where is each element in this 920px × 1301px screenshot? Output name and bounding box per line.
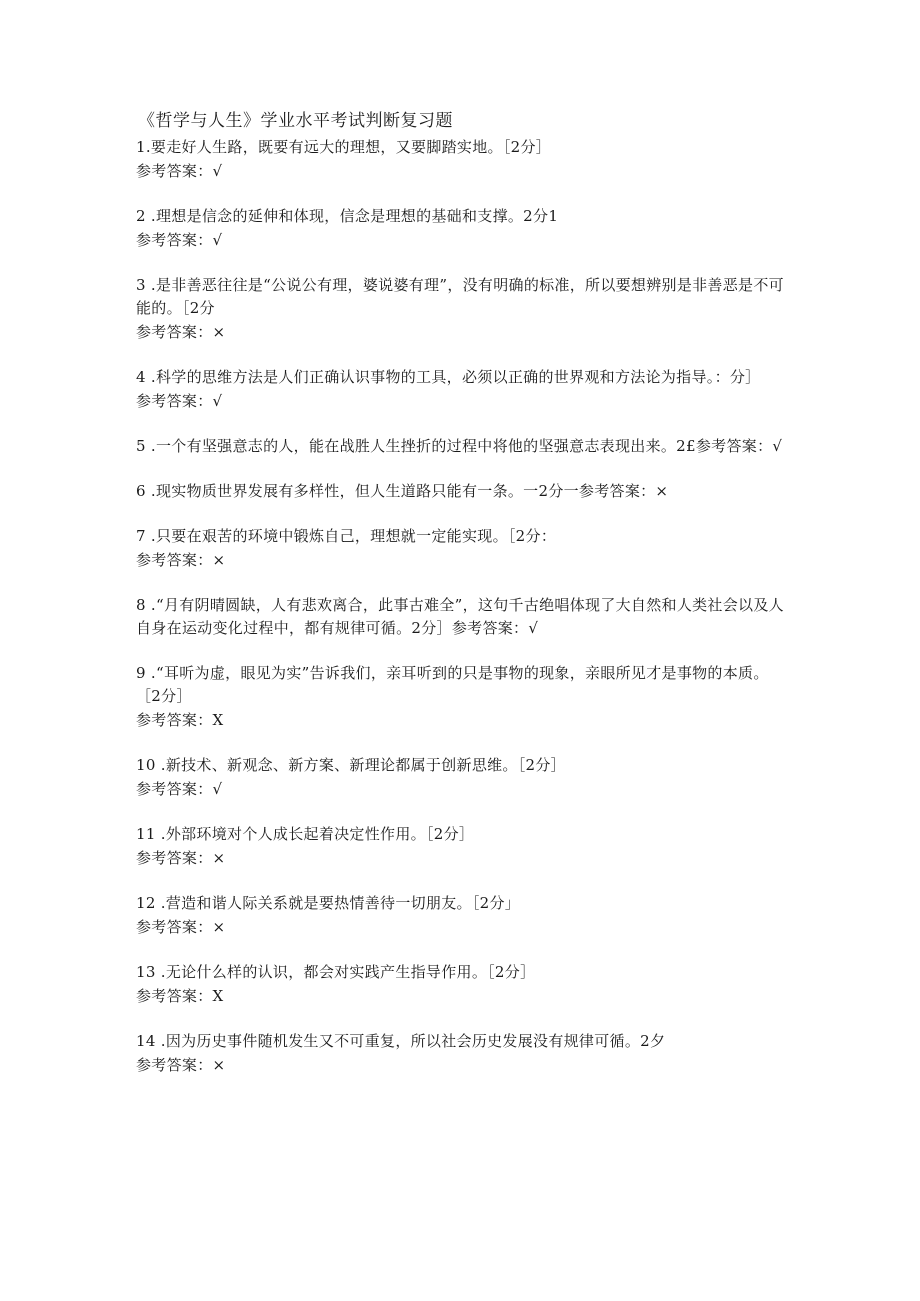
question-text: 11 .外部环境对个人成长起着决定性作用。［2分］	[136, 825, 475, 843]
question-text: 14 .因为历史事件随机发生又不可重复，所以社会历史发展没有规律可循。2夕	[136, 1032, 666, 1050]
question-text: 10 .新技术、新观念、新方案、新理论都属于创新思维。［2分］	[136, 756, 566, 774]
answer-text: 参考答案：X	[136, 711, 224, 729]
question-text: 6 .现实物质世界发展有多样性，但人生道路只能有一条。一2分一参考答案：×	[136, 482, 669, 500]
question-text: 9 .“耳听为虚，眼见为实”告诉我们，亲耳听到的只是事物的现象，亲眼所见才是事物的本质。［2分］	[136, 664, 769, 705]
question-text: 4 .科学的思维方法是人们正确认识事物的工具，必须以正确的世界观和方法论为指导。：分］	[136, 368, 761, 386]
answer-text: 参考答案：×	[136, 849, 226, 867]
question-item-6	[136, 480, 786, 503]
question-text: 5 .一个有坚强意志的人，能在战胜人生挫折的过程中将他的坚强意志表现出来。2£参考答案：√	[136, 437, 783, 455]
answer-text: 参考答案：×	[136, 323, 226, 341]
answer-text: 参考答案：√	[136, 392, 223, 410]
document-title: 《哲学与人生》学业水平考试判断复习题	[138, 111, 453, 131]
question-item-11	[136, 823, 786, 870]
question-item-1	[136, 136, 786, 183]
question-item-12	[136, 892, 786, 939]
question-item-4	[136, 366, 786, 413]
question-text: 2 .理想是信念的延伸和体现，信念是理想的基础和支撑。2分1	[136, 207, 559, 225]
question-item-10	[136, 754, 786, 801]
answer-text: 参考答案：√	[136, 162, 223, 180]
question-item-5	[136, 435, 786, 458]
question-text: 3 .是非善恶往往是“公说公有理，婆说婆有理”，没有明确的标准，所以要想辨别是非善恶是不可能的。［2分	[136, 276, 784, 317]
answer-text: 参考答案：√	[136, 231, 223, 249]
answer-text: 参考答案：√	[136, 780, 223, 798]
question-text: 1.要走好人生路，既要有远大的理想，又要脚踏实地。［2分］	[136, 138, 552, 156]
answer-text: 参考答案：X	[136, 987, 224, 1005]
answer-text: 参考答案：×	[136, 551, 226, 569]
question-item-13	[136, 961, 786, 1008]
question-item-2	[136, 205, 786, 252]
document-page	[136, 106, 786, 1077]
question-text: 8 .“月有阴晴圆缺，人有悲欢离合，此事古难全”，这句千古绝唱体现了大自然和人类社会以及人自身在运动变化过程中，都有规律可循。2分］参考答案：√	[136, 596, 784, 637]
question-item-8	[136, 594, 786, 640]
question-item-9	[136, 662, 786, 732]
question-text: 12 .营造和谐人际关系就是要热情善待一切朋友。［2分」	[136, 894, 521, 912]
question-item-14	[136, 1030, 786, 1077]
question-item-7	[136, 525, 786, 572]
answer-text: 参考答案：×	[136, 1056, 226, 1074]
question-text: 13 .无论什么样的认识，都会对实践产生指导作用。［2分］	[136, 963, 536, 981]
question-item-3	[136, 274, 786, 344]
question-text: 7 .只要在艰苦的环境中锻炼自己，理想就一定能实现。［2分：	[136, 527, 557, 545]
answer-text: 参考答案：×	[136, 918, 226, 936]
